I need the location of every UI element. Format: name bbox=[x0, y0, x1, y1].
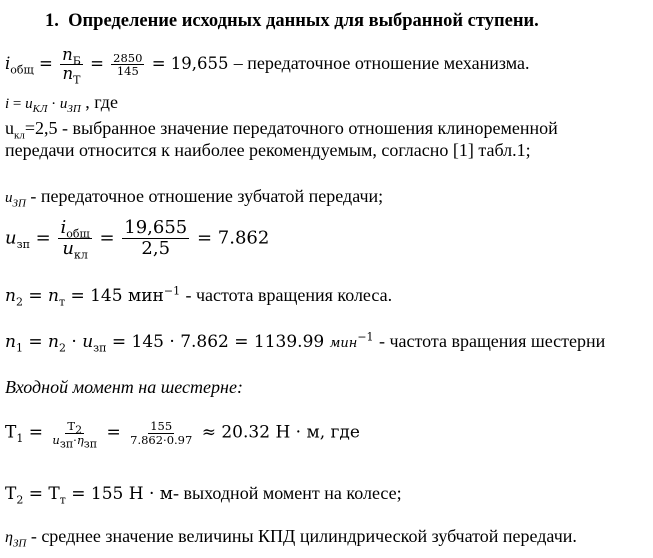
fraction-2850-145: $\frac{2850}{145}$ bbox=[113, 50, 143, 79]
ukl-paragraph-line1: $u_{кл}=2,5$ - выбранное значение передаточного отношения клиноременной bbox=[5, 118, 558, 142]
fraction-itotal-ukl: $\frac{i_{общ}}{u_{кл}}$ bbox=[60, 217, 90, 262]
equation-T2: $T_2 = T_т = 155$ Н · м- выходной момент на колесе; bbox=[5, 483, 402, 507]
equation-n2: $n_2 = n_т = 145$ мин$^{-1}$ - частота вращения колеса. bbox=[5, 284, 393, 309]
section-heading bbox=[45, 10, 539, 32]
input-moment-heading: Входной момент на шестерне: bbox=[5, 377, 243, 397]
fraction-T2-u-eta: $\frac{T_2}{u_{зп}\cdot\eta_{зп}}$ bbox=[52, 419, 98, 450]
fraction-19655-25: $\frac{19,655}{2,5}$ bbox=[124, 217, 188, 259]
ukl-paragraph-line2: передачи относится к наиболее рекомендуемым, согласно [1] табл.1; bbox=[5, 140, 531, 160]
uzp-definition: $u_{ЗП}$ - передаточное отношение зубчатой передачи; bbox=[5, 186, 384, 210]
heading-text: Определение исходных данных для выбранной ступени. bbox=[68, 11, 539, 31]
equation-product: $i = u_{КЛ} \cdot u_{ЗП}$ , где bbox=[5, 92, 118, 115]
heading-number: 1. bbox=[45, 11, 59, 31]
eta-definition: $\eta_{ЗП}$ - среднее значение величины КПД цилиндрической зубчатой передачи. bbox=[5, 526, 577, 550]
fraction-155-product: $\frac{155}{7.862\cdot 0.97}$ bbox=[130, 419, 193, 447]
equation-n1: $n_1 = n_2 \cdot u_{зп} = 145 \cdot 7.862 = 1139.99$ мин$^{-1}$ - частота вращения шестерни bbox=[5, 330, 606, 355]
equation-T1: $T_1$ = $\frac{T_2}{u_{зп}\cdot\eta_{зп}}$ = $\frac{155}{7.862\cdot 0.97}$ ≈ 20.32 Н · м, где bbox=[5, 419, 360, 450]
fraction-nb-nt: $\frac{n_Б}{n_Т}$ bbox=[62, 45, 81, 87]
equation-uzp: $u_{зп}$ = $\frac{i_{общ}}{u_{кл}}$ = $\frac{19,655}{2,5}$ = 7.862 bbox=[5, 217, 270, 262]
equation-total-ratio: $i_{общ}$ = $\frac{n_Б}{n_Т}$ = $\frac{2850}{145}$ = 19,655 – передаточное отношение механизма. bbox=[5, 45, 530, 87]
